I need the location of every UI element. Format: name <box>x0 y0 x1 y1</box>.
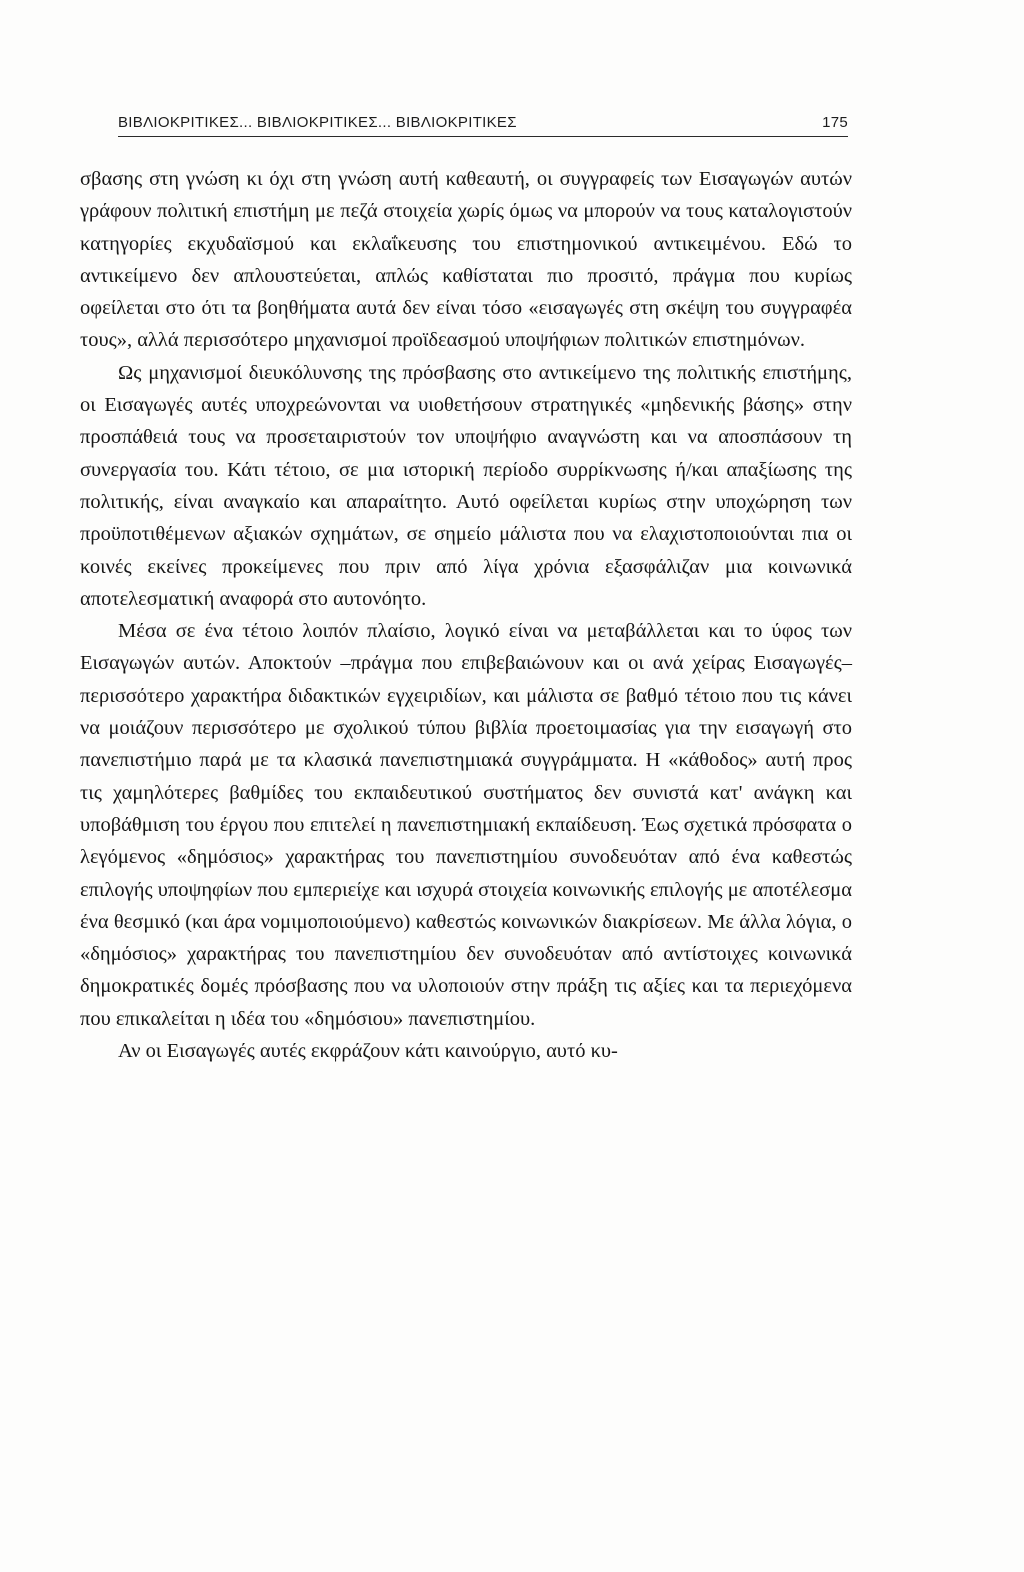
paragraph: Αν οι Εισαγωγές αυτές εκφράζουν κάτι καινούργιο, αυτό κυ- <box>118 1040 618 1063</box>
page-number: 175 <box>822 114 848 131</box>
header-rule <box>118 136 848 137</box>
running-header <box>118 110 848 136</box>
paragraph: Μέσα σε ένα τέτοιο λοιπόν πλαίσιο, λογικό είναι να μεταβάλλεται και το ύφος των Εισαγωγών αυτών. Αποκτούν –πράγμα που επιβεβαιώνουν και οι ανά χείρας Εισαγωγές– περισσότερο χαρακτήρα διδακτικών εγχειριδίων, και μάλιστα σε βαθμό τέτοιο που τις κάνει να μοιάζουν περισσότερο με σχολικού τύπου βιβλία προετοιμασίας για την εισαγωγή στο πανεπιστήμιο παρά με τα κλασικά πανεπιστημιακά συγγράμματα. Η «κάθοδος» αυτή προς τις χαμηλότερες βαθμίδες του εκπαιδευτικού συστήματος δεν συνιστά κατ' ανάγκη και υποβάθμιση του έργου που επιτελεί η πανεπιστημιακή εκπαίδευση. Έως σχετικά πρόσφατα ο λεγόμενος «δημόσιος» χαρακτήρας του πανεπιστημίου συνοδευόταν από ένα καθεστώς επιλογής υποψηφίων που εμπεριείχε και ισχυρά στοιχεία κοινωνικής επιλογής με αποτέλεσμα ένα θεσμικό (και άρα νομιμοποιούμενο) καθεστώς κοινωνικών διακρίσεων. Με άλλα λόγια, ο «δημόσιος» χαρακτήρας του πανεπιστημίου δεν συνοδευόταν από αντίστοιχες κοινωνικά δημοκρατικές δομές πρόσβασης που να υλοποιούν στην πράξη τις αξίες και τα περιεχόμενα που επικαλείται η ιδέα του «δημόσιου» πανεπιστημίου. <box>80 620 852 1030</box>
paragraph: Ως μηχανισμοί διευκόλυνσης της πρόσβασης στο αντικείμενο της πολιτικής επιστήμης, οι Εισαγωγές αυτές υποχρεώνονται να υιοθετήσουν στρατηγικές «μηδενικής βάσης» στην προσπάθειά τους να προσεταιριστούν τον υποψήφιο αναγνώστη και να αποσπάσουν τη συνεργασία του. Κάτι τέτοιο, σε μια ιστορική περίοδο συρρίκνωσης ή/και απαξίωσης της πολιτικής, είναι αναγκαίο και απαραίτητο. Αυτό οφείλεται κυρίως στην υποχώρηση των προϋποτιθέμενων αξιακών σχημάτων, σε σημείο μάλιστα που να ελαχιστοποιούνται πια οι κοινές εκείνες προκείμενες που πριν από λίγα χρόνια εξασφάλιζαν μια κοινωνικά αποτελεσματική αναφορά στο αυτονόητο. <box>80 361 852 610</box>
paragraph-continued: σβασης στη γνώση κι όχι στη γνώση αυτή καθεαυτή, οι συγγραφείς των Εισαγωγών αυτών γράφουν πολιτική επιστήμη με πεζά στοιχεία χωρίς όμως να μπορούν να τους καταλογιστούν κατηγορίες εκχυδαϊσμού και εκλαΐκευσης του επιστημονικού αντικειμένου. Εδώ το αντικείμενο δεν απλουστεύεται, απλώς καθίσταται πιο προσιτό, πράγμα που κυρίως οφείλεται στο ότι τα βοηθήματα αυτά δεν είναι τόσο «εισαγωγές στη σκέψη του συγγραφέα τους», αλλά περισσότερο μηχανισμοί προϊδεασμού υποψήφιων πολιτικών επιστημόνων. <box>80 168 852 352</box>
body-text <box>80 163 852 1067</box>
running-title: ΒΙΒΛΙΟΚΡΙΤΙΚΕΣ... ΒΙΒΛΙΟΚΡΙΤΙΚΕΣ... ΒΙΒΛΙΟΚΡΙΤΙΚΕΣ <box>118 114 517 131</box>
